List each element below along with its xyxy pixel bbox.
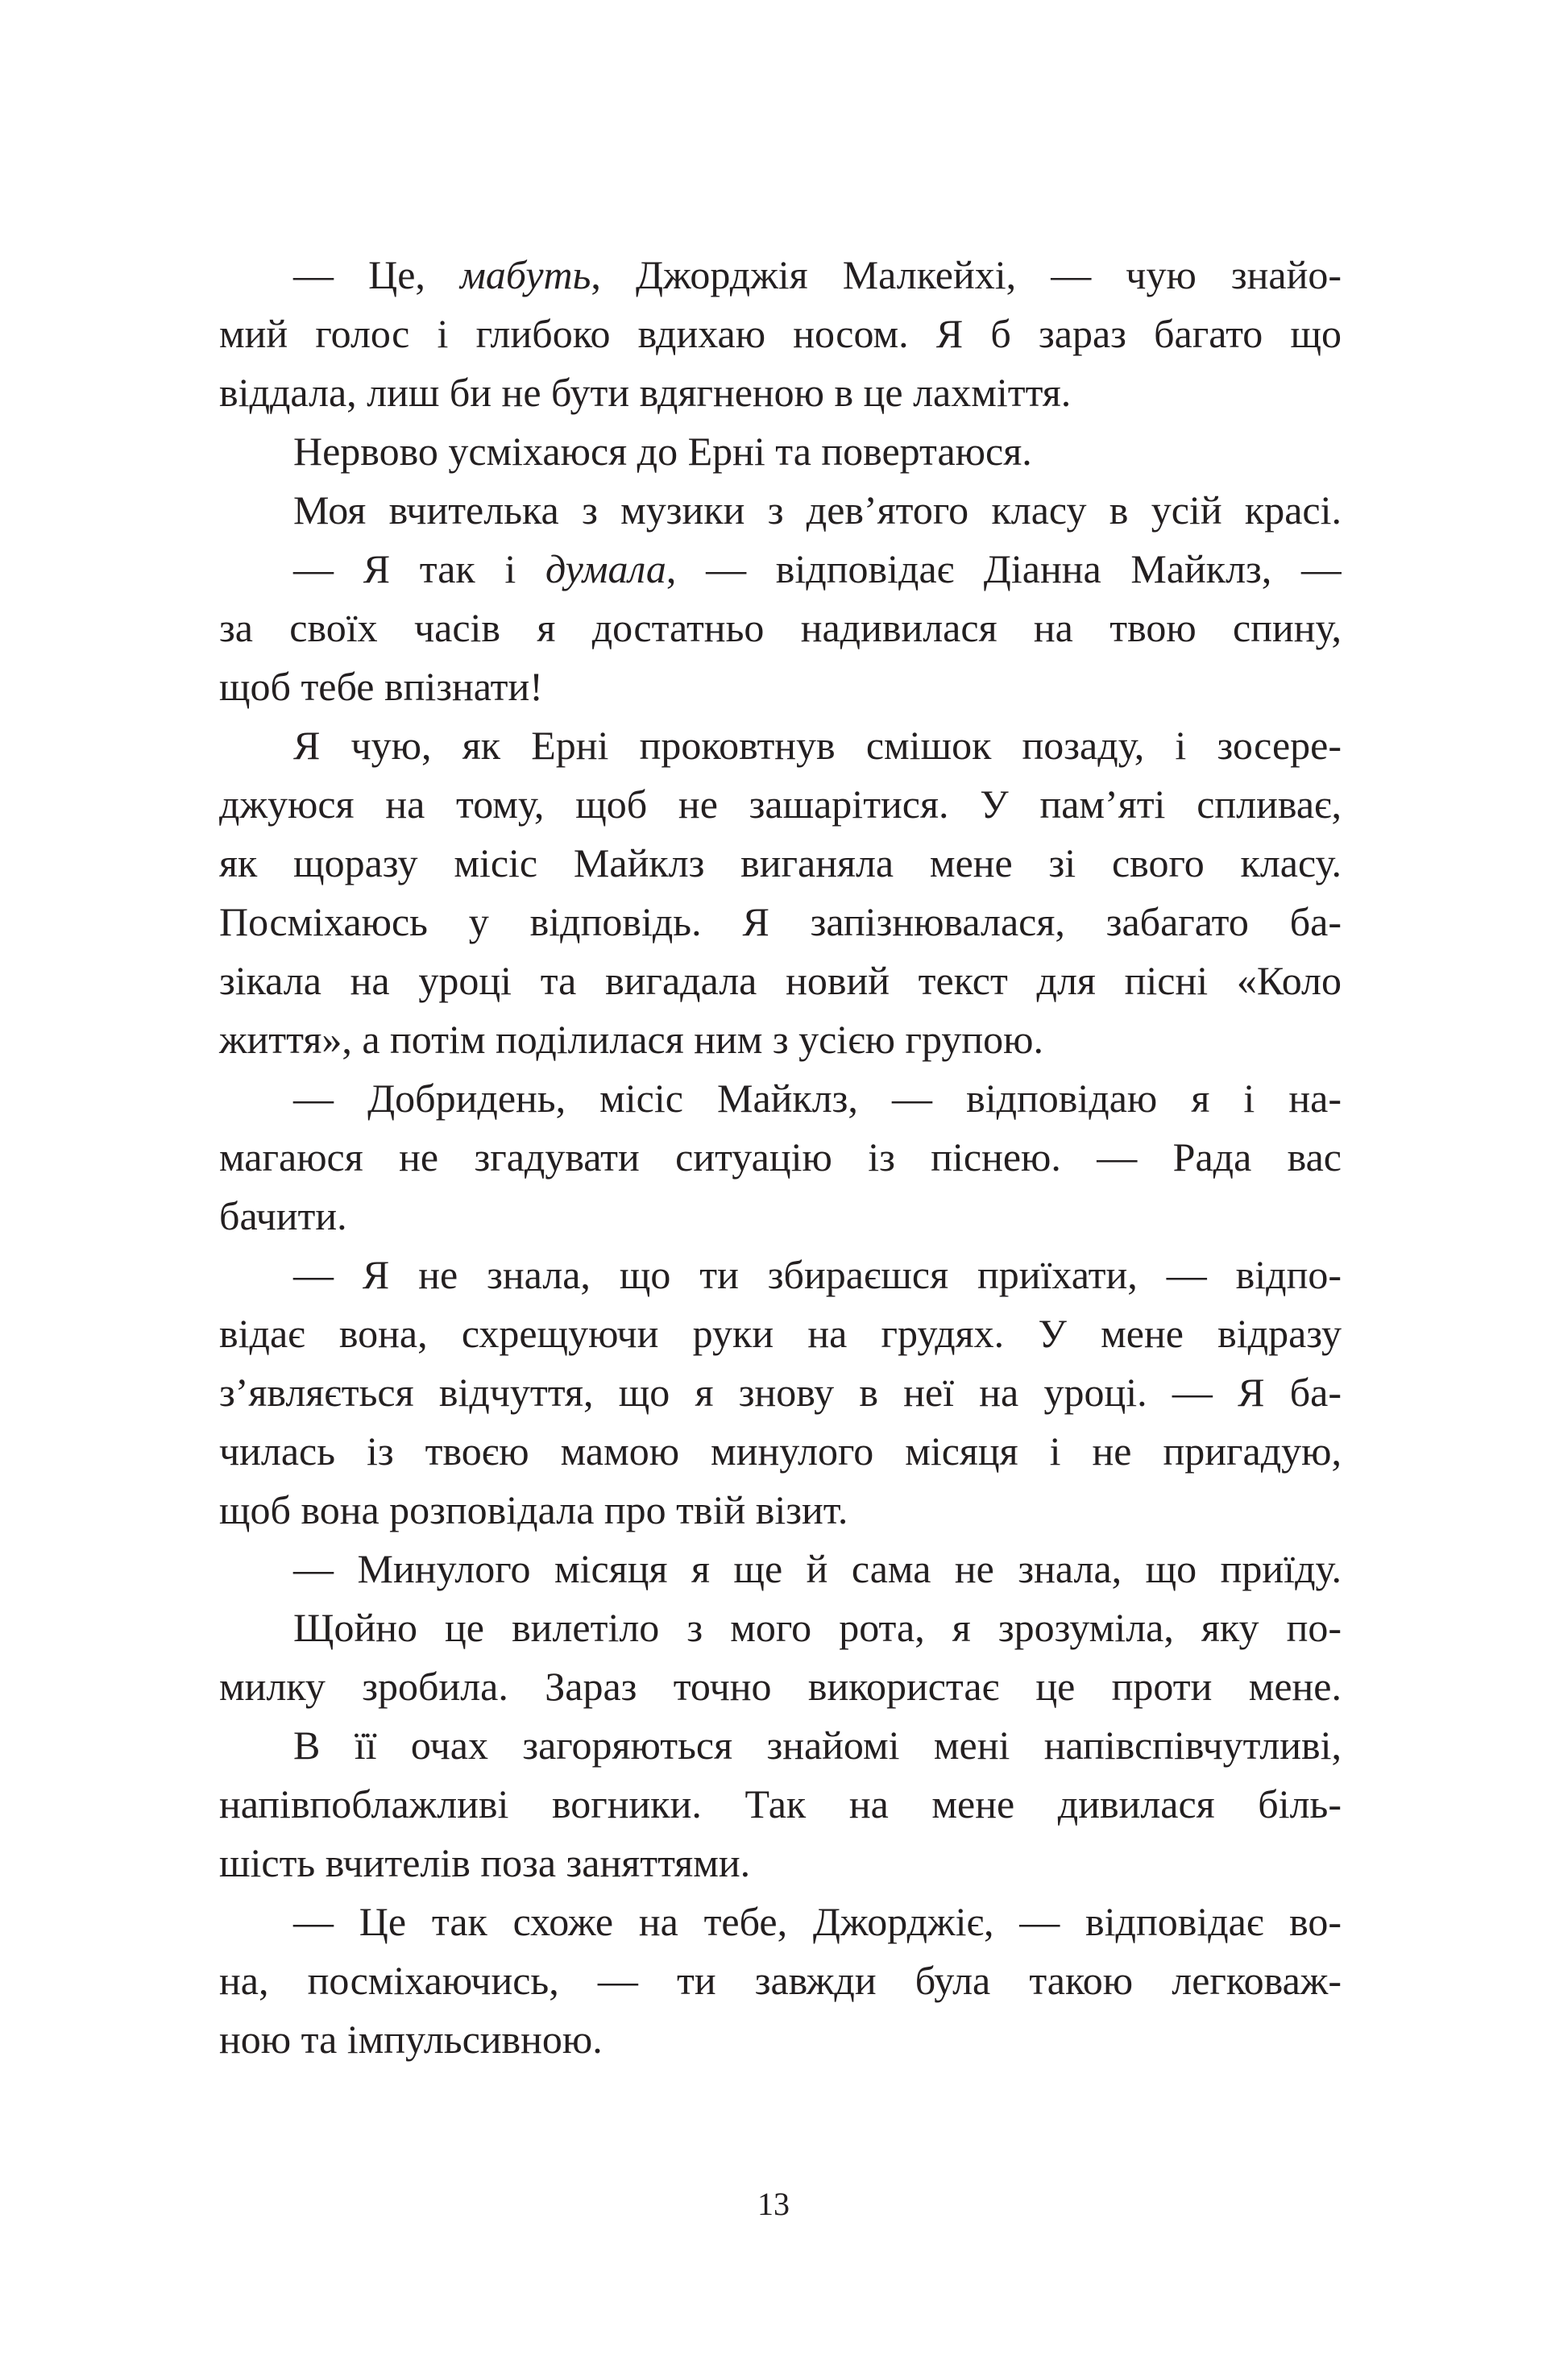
- text-line: [219, 1716, 1342, 1775]
- text-line: [219, 1775, 1342, 1834]
- text-line: [219, 716, 1342, 775]
- text-line: [219, 422, 1342, 481]
- text-segment: віддала, лиш би не бути вдягненою в це лахміття.: [219, 370, 1072, 415]
- text-segment: на, посміхаючись, — ти завжди була такою легковаж-: [219, 1958, 1342, 2003]
- page-number: 13: [757, 2186, 790, 2222]
- text-line: [219, 893, 1342, 952]
- text-line: [219, 1657, 1342, 1716]
- text-segment: — Минулого місяця я ще й сама не знала, що приїду.: [293, 1546, 1342, 1591]
- text-line: [219, 952, 1342, 1010]
- body-text: [219, 246, 1342, 2069]
- text-segment: щоб вона розповідала про твій візит.: [219, 1487, 848, 1532]
- text-line: [219, 1481, 1342, 1540]
- text-line: [219, 1363, 1342, 1422]
- text-segment: Я чую, як Ерні проковтнув смішок позаду, і зосере-: [293, 723, 1342, 768]
- text-line: [219, 1951, 1342, 2010]
- text-line: [219, 1069, 1342, 1128]
- text-segment: відає вона, схрещуючи руки на грудях. У мене відразу: [219, 1311, 1342, 1356]
- text-segment: — Я не знала, що ти збираєшся приїхати, — відпо-: [293, 1252, 1342, 1297]
- text-line: [219, 599, 1342, 657]
- text-line: [219, 540, 1342, 599]
- text-segment: джуюся на тому, щоб не зашарітися. У пам’яті спливає,: [219, 782, 1342, 827]
- italic-text: думала: [545, 546, 666, 591]
- text-line: [219, 246, 1342, 305]
- text-segment: Посміхаюсь у відповідь. Я запізнювалася, забагато ба-: [219, 899, 1342, 944]
- text-segment: щоб тебе впізнати!: [219, 664, 543, 709]
- text-segment: шість вчителів поза заняттями.: [219, 1840, 751, 1885]
- text-segment: ною та імпульсивною.: [219, 2017, 603, 2062]
- text-segment: магаюся не згадувати ситуацію із піснею. — Рада вас: [219, 1134, 1342, 1180]
- text-segment: Щойно це вилетіло з мого рота, я зрозуміла, яку по-: [293, 1605, 1342, 1650]
- text-segment: , Джорджія Малкейхі, — чую знайо-: [591, 252, 1342, 297]
- text-segment: за своїх часів я достатньо надивилася на твою спину,: [219, 605, 1342, 650]
- text-segment: В її очах загоряються знайомі мені напівспівчутливі,: [293, 1723, 1342, 1768]
- text-line: [219, 1128, 1342, 1187]
- text-segment: милку зробила. Зараз точно використає це проти мене.: [219, 1664, 1342, 1709]
- text-line: [219, 657, 1342, 716]
- text-line: [219, 1422, 1342, 1481]
- text-line: [219, 1540, 1342, 1598]
- text-segment: — Це так схоже на тебе, Джорджіє, — відповідає во-: [293, 1899, 1342, 1944]
- text-line: [219, 834, 1342, 893]
- text-segment: з’являється відчуття, що я знову в неї на уроці. — Я ба-: [219, 1370, 1342, 1415]
- text-line: [219, 1893, 1342, 1951]
- text-line: [219, 1834, 1342, 1893]
- text-segment: бачити.: [219, 1193, 347, 1238]
- text-segment: , — відповідає Діанна Майклз, —: [666, 546, 1342, 591]
- text-line: [219, 1010, 1342, 1069]
- text-line: [219, 481, 1342, 540]
- text-line: [219, 1598, 1342, 1657]
- text-segment: — Це,: [293, 252, 460, 297]
- text-line: [219, 1304, 1342, 1363]
- text-segment: — Я так і: [293, 546, 545, 591]
- text-segment: напівпоблажливі вогники. Так на мене дивилася біль-: [219, 1781, 1342, 1826]
- text-line: [219, 775, 1342, 834]
- text-segment: життя», а потім поділилася ним з усією групою.: [219, 1017, 1043, 1062]
- text-segment: зікала на уроці та вигадала новий текст для пісні «Коло: [219, 958, 1342, 1003]
- text-line: [219, 363, 1342, 422]
- text-line: [219, 1187, 1342, 1246]
- text-line: [219, 2010, 1342, 2069]
- text-segment: мий голос і глибоко вдихаю носом. Я б зараз багато що: [219, 311, 1342, 356]
- text-line: [219, 1246, 1342, 1304]
- italic-text: мабуть: [459, 252, 591, 297]
- text-segment: — Добридень, місіс Майклз, — відповідаю я і на-: [293, 1076, 1342, 1121]
- text-segment: чилась із твоєю мамою минулого місяця і не пригадую,: [219, 1428, 1342, 1474]
- text-line: [219, 305, 1342, 363]
- text-segment: Нервово усміхаюся до Ерні та повертаюся.: [293, 429, 1032, 474]
- text-segment: Моя вчителька з музики з дев’ятого класу в усій красі.: [293, 487, 1342, 533]
- text-segment: як щоразу місіс Майклз виганяла мене зі свого класу.: [219, 840, 1342, 885]
